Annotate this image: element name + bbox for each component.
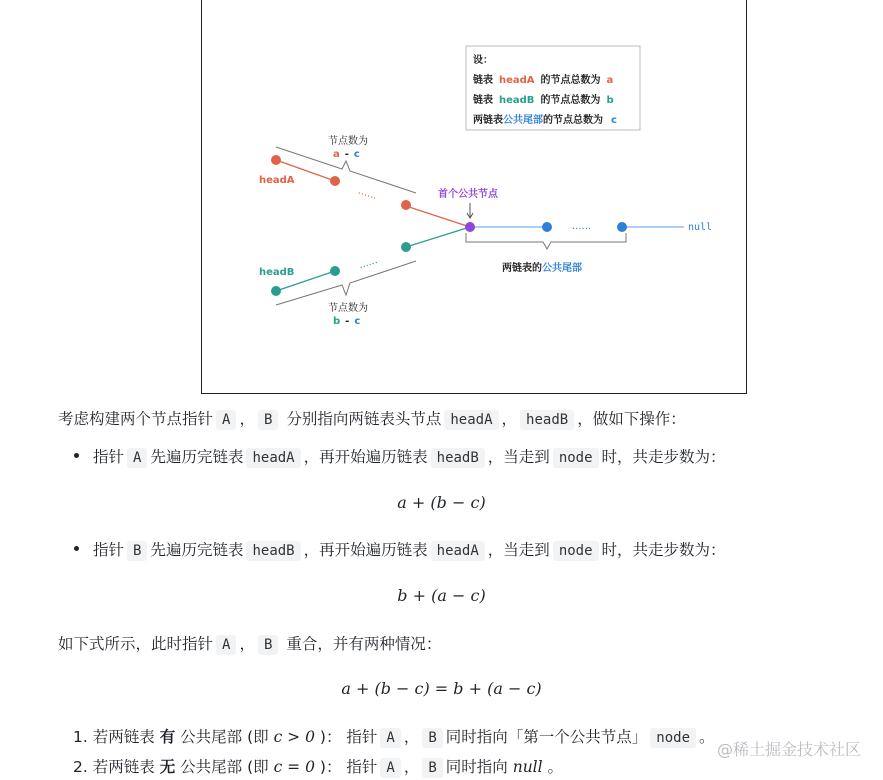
headA-line-2 <box>406 206 470 227</box>
bullet-item-2: 指针 B 先遍历完链表 headB ，再开始遍历链表 headA ，当走到 node 时，共走步数为： <box>74 539 726 562</box>
legend-row-3: 两链表公共尾部的节点总数为 c <box>473 115 617 126</box>
formula-2: b + (a − c) <box>397 586 486 605</box>
formula-3: a + (b − c) = b + (a − c) <box>341 679 542 698</box>
second-paragraph: 如下式所示，此时指针 A ， B 重合，并有两种情况： <box>58 635 442 653</box>
formula-1: a + (b − c) <box>397 493 486 512</box>
legend-row-2: 链表 headB 的节点总数为 b <box>473 95 614 106</box>
tail-brace <box>466 233 626 249</box>
headB-node-2 <box>330 266 340 276</box>
first-common-label: 首个公共节点 <box>438 189 498 200</box>
headB-node-3 <box>401 242 411 252</box>
legend-row-1: 链表 headA 的节点总数为 a <box>473 75 614 86</box>
headA-label: headA <box>259 175 295 186</box>
headB-node-1 <box>271 286 281 296</box>
null-label: null <box>688 222 713 233</box>
tail-label: 两链表的公共尾部 <box>502 263 582 274</box>
linked-list-diagram <box>201 0 747 394</box>
top-brace-title: 节点数为 <box>328 136 368 147</box>
headA-dots: ...... <box>356 185 379 202</box>
headA-node-3 <box>401 200 411 210</box>
bottom-brace-title: 节点数为 <box>328 303 368 314</box>
bullet-item-1: 指针 A 先遍历完链表 headA ，再开始遍历链表 headB ，当走到 node 时，共走步数为： <box>74 446 726 469</box>
tail-dots: ...... <box>572 221 592 232</box>
watermark: @稀土掘金技术社区 <box>716 740 861 759</box>
headB-label: headB <box>259 267 295 278</box>
tail-node-1 <box>542 222 552 232</box>
tail-node-2 <box>617 222 627 232</box>
code-A: A <box>216 410 236 430</box>
first-common-node <box>465 222 475 232</box>
code-headA: headA <box>444 410 498 430</box>
top-brace-formula: a - c <box>333 149 360 160</box>
list-item-2: 2. 若两链表 无 公共尾部 (即 c = 0 )： 指针 A ， B 同时指向 null 。 <box>73 758 564 776</box>
diagram-svg <box>202 0 748 395</box>
code-B: B <box>258 410 278 430</box>
headB-dots: ...... <box>357 255 379 272</box>
bottom-brace <box>276 261 416 305</box>
intro-paragraph: 考虑构建两个节点指针 A ， B 分别指向两链表头节点 headA ， headB ，做如下操作： <box>58 410 686 428</box>
bottom-brace-formula: b - c <box>333 316 361 327</box>
code-headB: headB <box>520 410 574 430</box>
headB-line-2 <box>406 227 470 247</box>
headA-node-2 <box>330 176 340 186</box>
headA-node-1 <box>271 155 281 165</box>
list-item-1: 1. 若两链表 有 公共尾部 (即 c > 0 )： 指针 A ， B 同时指向「第一个公共节点」 node 。 <box>73 728 715 746</box>
legend-title: 设： <box>473 55 493 66</box>
